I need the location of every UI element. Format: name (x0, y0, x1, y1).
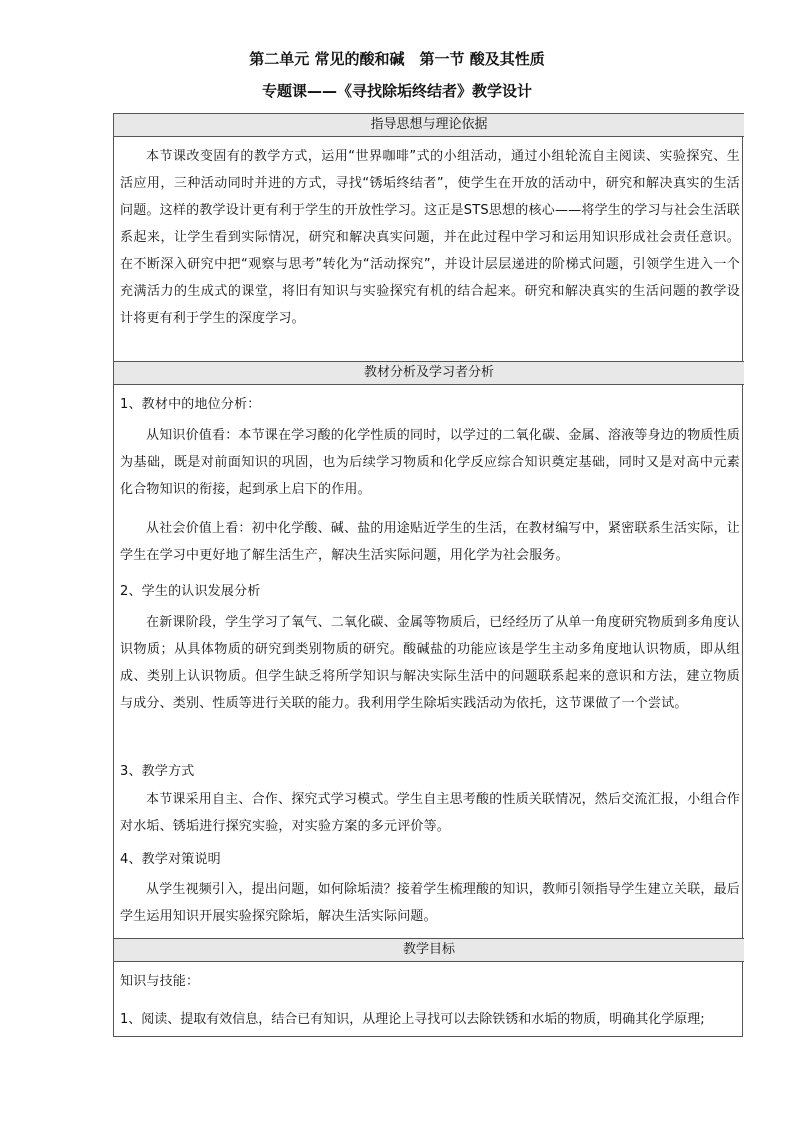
analysis-heading-2: 2、学生的认识发展分析 (120, 584, 261, 599)
analysis-paragraph-2: 从社会价值上看：初中化学酸、碱、盐的用途贴近学生的生活，在教材编写中，紧密联系生活实际，让学生在学习中更好地了解生活生产，解决生活实际问题，用化学为社会服务。 (120, 521, 741, 563)
analysis-paragraph-4: 本节课采用自主、合作、探究式学习模式。学生自主思考酸的性质关联情况，然后交流汇报，小组合作对水垢、锈垢进行探究实验，对实验方案的多元评价等。 (120, 792, 741, 834)
guiding-paragraph: 本节课改变固有的教学方式，运用“世界咖啡”式的小组活动，通过小组轮流自主阅读、实验探究、生活应用，三种活动同时并进的方式，寻找“锈垢终结者”，使学生在开放的活动中，研究和解决真实的生活问题。这样的教学设计更有利于学生的开放性学习。这正是STS思想的核心——将学生的学习与社会生活联系起来，让学生看到实际情况，研究和解决真实问题，并在此过程中学习和运用知识形成社会责任意识。在不断深入研究中把“观察与思考”转化为“活动探究”，并设计层层递进的阶梯式问题，引领学生进入一个充满活力的生成式的课堂，将旧有知识与实验探究有机的结合起来。研究和解决真实的生活问题的教学设计将更有利于学生的深度学习。 (120, 149, 740, 326)
analysis-heading-3: 3、教学方式 (120, 764, 195, 779)
goals-item-1: 1、阅读、提取有效信息，结合已有知识，从理论上寻找可以去除铁锈和水垢的物质，明确其化学原理; (120, 1012, 705, 1027)
analysis-paragraph-3: 在新课阶段，学生学习了氧气、二氧化碳、金属等物质后，已经经历了从单一角度研究物质到多角度认识物质；从具体物质的研究到类别物质的研究。酸碱盐的功能应该是学生主动多角度地认识物质，即从组成、类别上认识物质。但学生缺乏将所学知识与解决实际生活中的问题联系起来的意识和方法，建立物质与成分、类别、性质等进行关联的能力。我利用学生除垢实践活动为依托，这节课做了一个尝试。 (120, 615, 741, 711)
analysis-heading-4: 4、教学对策说明 (120, 852, 221, 867)
goals-heading-1: 知识与技能： (120, 974, 200, 989)
analysis-paragraph-5: 从学生视频引入，提出问题，如何除垢渍？接着学生梳理酸的知识，教师引领指导学生建立关联，最后学生运用知识开展实验探究除垢，解决生活实际问题。 (120, 882, 741, 924)
document-subtitle: 专题课——《寻找除垢终结者》教学设计 (261, 82, 532, 100)
analysis-paragraph-1: 从知识价值看：本节课在学习酸的化学性质的同时，以学过的二氧化碳、金属、溶液等身边的物质性质为基础，既是对前面知识的巩固，也为后续学习物质和化学反应综合知识奠定基础，同时又是对高中元素化合物知识的衔接，起到承上启下的作用。 (120, 428, 741, 497)
section-header-analysis: 教材分析及学习者分析 (114, 361, 744, 385)
section-header-goals: 教学目标 (114, 938, 744, 962)
document-title: 第二单元 常见的酸和碱 第一节 酸及其性质 (249, 50, 545, 68)
section-header-guiding: 指导思想与理论依据 (114, 113, 744, 137)
analysis-heading-1: 1、教材中的地位分析： (120, 397, 261, 412)
